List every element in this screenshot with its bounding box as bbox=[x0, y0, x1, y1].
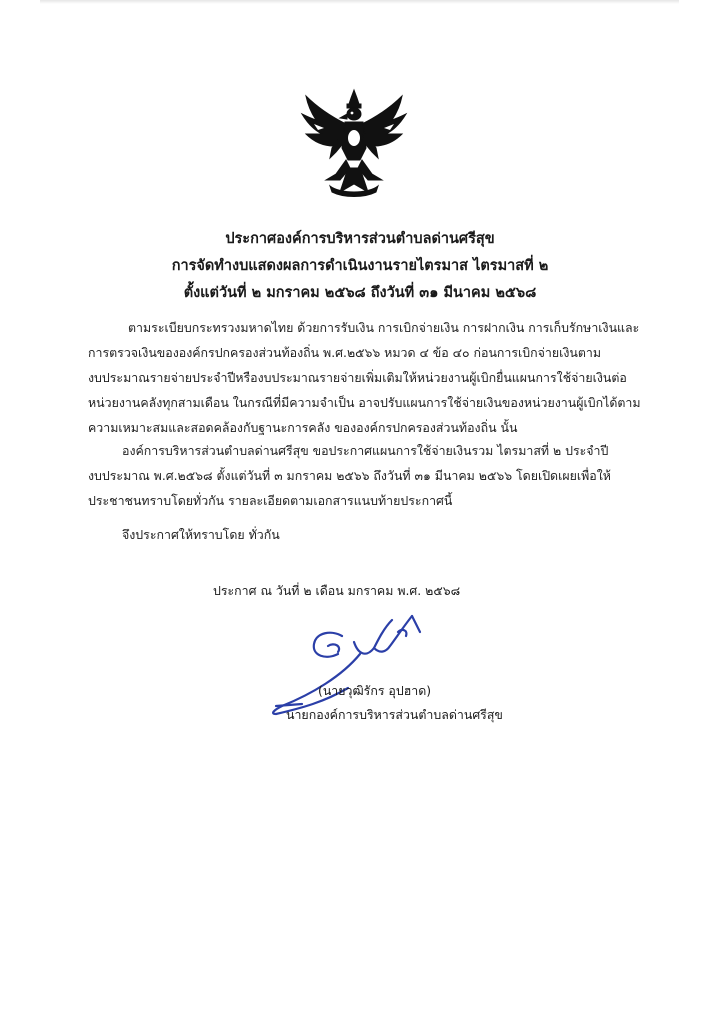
title-line-2: การจัดทำงบแสดงผลการดำเนินงานรายไตรมาส ไตรมาสที่ ๒ bbox=[171, 258, 549, 274]
paragraph-line: งบประมาณรายจ่ายประจำปีหรืองบประมาณรายจ่ายเพิ่มเติมให้หน่วยงานผู้เบิกยื่นแผนการใช้จ่ายเงินต่อ bbox=[88, 370, 627, 385]
handwritten-signature bbox=[262, 602, 442, 722]
signer-position: นายกองค์การบริหารส่วนตำบลด่านศรีสุข bbox=[286, 707, 503, 722]
scan-top-edge bbox=[40, 0, 679, 4]
signer-name: (นายวุฒิรักร อุปฮาด) bbox=[318, 683, 432, 698]
paragraph-line: หน่วยงานคลังทุกสามเดือน ในกรณีที่มีความจำเป็น อาจปรับแผนการใช้จ่ายเงินของหน่วยงานผู้เบิกได้ตาม bbox=[88, 395, 641, 410]
paragraph-announcement bbox=[88, 438, 668, 513]
closing-statement: จึงประกาศให้ทราบโดย ทั่วกัน bbox=[122, 527, 280, 542]
paragraph-line: การตรวจเงินขององค์กรปกครองส่วนท้องถิ่น พ.ศ.๒๕๖๖ หมวด ๔ ข้อ ๔๐ ก่อนการเบิกจ่ายเงินตาม bbox=[88, 345, 602, 360]
paragraph-line: งบประมาณ พ.ศ.๒๕๖๘ ตั้งแต่วันที่ ๓ มกราคม ๒๕๖๖ ถึงวันที่ ๓๑ มีนาคม ๒๕๖๖ โดยเปิดเผยเพื่อให้ bbox=[88, 468, 611, 483]
document-title bbox=[80, 226, 640, 307]
paragraph-line: ตามระเบียบกระทรวงมหาดไทย ด้วยการรับเงิน การเบิกจ่ายเงิน การฝากเงิน การเก็บรักษาเงินและ bbox=[128, 320, 640, 335]
paragraph-line: องค์การบริหารส่วนตำบลด่านศรีสุข ขอประกาศแผนการใช้จ่ายเงินรวม ไตรมาสที่ ๒ ประจำปี bbox=[122, 443, 609, 458]
proclamation-date: ประกาศ ณ วันที่ ๒ เดือน มกราคม พ.ศ. ๒๕๖๘ bbox=[213, 583, 461, 598]
paragraph-regulation bbox=[88, 315, 668, 440]
title-line-3: ตั้งแต่วันที่ ๒ มกราคม ๒๕๖๘ ถึงวันที่ ๓๑ มีนาคม ๒๕๖๘ bbox=[183, 285, 537, 301]
title-line-1: ประกาศองค์การบริหารส่วนตำบลด่านศรีสุข bbox=[225, 231, 495, 247]
paragraph-line: ประชาชนทราบโดยทั่วกัน รายละเอียดตามเอกสารแนบท้ายประกาศนี้ bbox=[88, 493, 453, 508]
paragraph-line: ความเหมาะสมและสอดคล้องกับฐานะการคลัง ขององค์กรปกครองส่วนท้องถิ่น นั้น bbox=[88, 420, 518, 435]
garuda-emblem-icon bbox=[300, 88, 408, 200]
